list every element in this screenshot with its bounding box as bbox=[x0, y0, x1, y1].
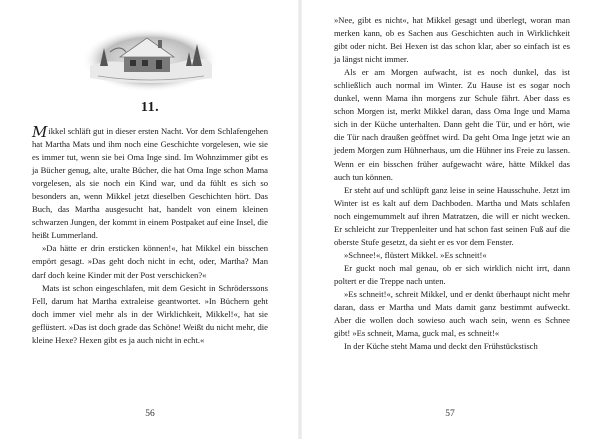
paragraph: »Es schneit!«, schreit Mikkel, und er denkt überhaupt nicht mehr daran, dass er Martha und Mats damit ganz bestimmt aufweckt. Aber die wollen doch sowieso auch wach sein, wenn es Schnee gibt! »Es schneit, Mama, guck mal, es schneit!« bbox=[334, 288, 570, 339]
paragraph: Als er am Morgen aufwacht, ist es noch dunkel, das ist schließlich auch normal im Winter. Zu Hause ist es sogar noch dunkel, wenn Mama ihn morgens zur Schule fährt. Aber dass es schon Morgen ist, merkt Mikkel daran, dass Oma Inge und Mama sich in der Küche unterhalten. Dann geht die Tür, und er hört, wie die Tür nach draußen geöffnet wird. Da geht Oma Inge jetzt wie an jedem Morgen zum Hühnerhaus, um die Hühner ins Freie zu lassen. Wenn er ein bisschen früher aufgewacht wäre, hätte Mikkel das auch tun können. bbox=[334, 67, 570, 182]
paragraph: Mikkel schläft gut in dieser ersten Nacht. Vor dem Schlafengehen hat Martha Mats und ihm noch eine Geschichte vorgelesen, wie sie es immer tut, wenn sie bei Oma Inge sind. Im Wohnzimmer gibt es ja Bücher genug, alte, uralte Bücher, die hat Oma Inge schon Mama vorgelesen, als sie noch ein Kind war, und da fühlt es sich so besonders an, wenn Mikkel jetzt dieselben Geschichten hört. Das Buch, das Martha ausgesucht hat, handelt von einem kleinen schwarzen Jungen, der kommt in einem Postpaket auf eine Insel, die heißt Lummerland. bbox=[32, 123, 268, 241]
snowy-house-illustration bbox=[80, 22, 220, 94]
paragraph: »Nee, gibt es nicht«, hat Mikkel gesagt und überlegt, woran man merken kann, ob es Sachen aus Geschichten auch in Wirklichkeit gibt oder nicht. Bei Hexen ist das schon klar, aber so einfach ist es ja längst nicht immer. bbox=[334, 15, 570, 65]
paragraph: Er guckt noch mal genau, ob er sich wirklich nicht irrt, dann poltert er die Treppe nach unten. bbox=[334, 262, 570, 286]
paragraph: »Schnee!«, flüstert Mikkel. »Es schneit!« bbox=[344, 249, 487, 260]
paragraph: Er steht auf und schlüpft ganz leise in seine Hausschuhe. Jetzt im Winter ist es kalt auf dem Dachboden. Martha und Mats schlafen noch eingemummelt auf ihren Matratzen, die will er nicht wecken. Er schleicht zur Treppenleiter und hat schon fast seinen Fuß auf die oberste Stufe gesetzt, da sieht er es vor dem Fenster. bbox=[334, 184, 570, 247]
left-body-text bbox=[32, 125, 268, 347]
page-number-right: 57 bbox=[445, 409, 455, 419]
paragraph: In der Küche steht Mama und deckt den Frühstückstisch bbox=[344, 341, 538, 352]
right-page bbox=[300, 0, 600, 439]
chapter-number: 11. bbox=[140, 100, 160, 115]
right-body-text bbox=[334, 14, 570, 353]
paragraph: »Da hätte er drin ersticken können!«, hat Mikkel ein bisschen empört gesagt. »Das geht doch nicht in echt, oder, Martha? Man darf doch keine Kinder mit der Post verschicken?« bbox=[32, 243, 268, 280]
paragraph: Mats ist schon eingeschlafen, mit dem Gesicht in Schröderssons Fell, darum hat Martha extraleise geantwortet. »In Büchern geht doch immer viel mehr als in der Wirklichkeit, Mikkel!«, hat sie geflüstert. »Das ist doch grade das Schöne! Weißt du nicht mehr, die kleine Hexe? Hexen gibt es ja auch nicht in echt.« bbox=[32, 282, 268, 345]
page-number-left: 56 bbox=[145, 409, 155, 419]
drop-cap: M bbox=[32, 123, 48, 141]
